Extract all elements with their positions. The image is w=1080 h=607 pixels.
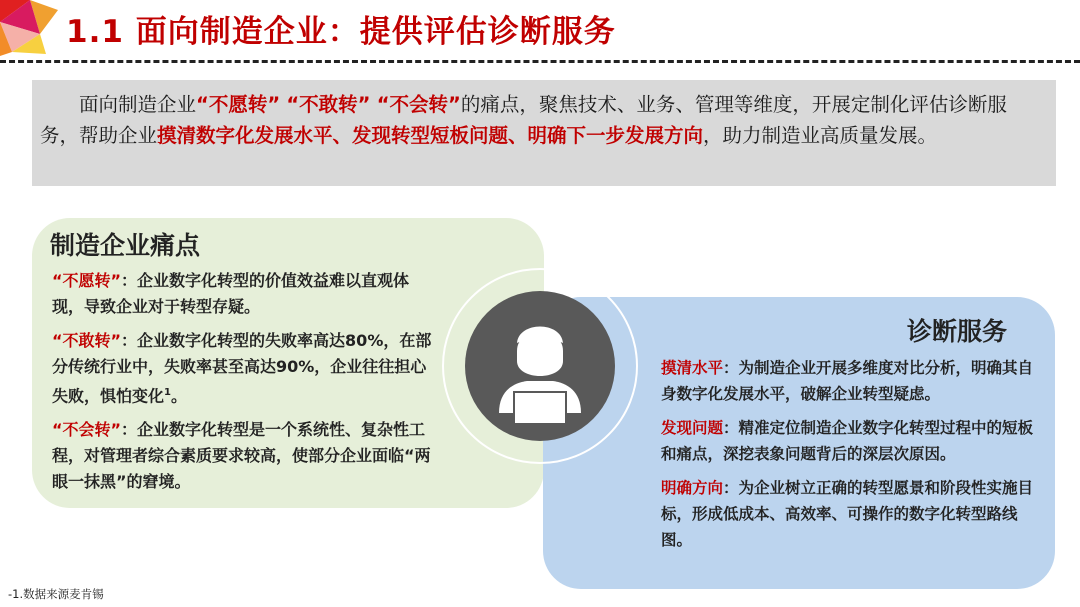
- service-item-text: ：为企业树立正确的转型愿景和阶段性实施目标，形成低成本、高效率、可操作的数字化转型路线图。: [661, 479, 1034, 549]
- pain-item-label: “不敢转”: [52, 331, 122, 350]
- pain-item: [52, 417, 436, 495]
- service-item-text: ：为制造企业开展多维度对比分析，明确其自身数字化发展水平，破解企业转型疑虑。: [661, 359, 1034, 403]
- pain-item-text: ：企业数字化转型是一个系统性、复杂性工程，对管理者综合素质要求较高，使部分企业面临“两眼一抹黑”的窘境。: [52, 420, 431, 492]
- intro-highlight: “不愿转”: [196, 93, 281, 116]
- service-item-label: 发现问题: [661, 419, 724, 437]
- intro-box: [32, 80, 1056, 186]
- service-item-label: 明确方向: [661, 479, 724, 497]
- intro-text: ，助力制造业高质量发展。: [703, 124, 938, 147]
- footnote-marker: 1: [164, 387, 171, 398]
- intro-text: 的痛点，聚焦技术、业务、管理等维度，开展定制化评估诊断服务，帮助企业: [40, 93, 1007, 147]
- intro-text: 面向制造企业: [79, 93, 197, 116]
- pain-item-label: “不愿转”: [52, 271, 122, 290]
- diagnosis-service-title: 诊断服务: [907, 317, 1008, 346]
- header-divider: [0, 60, 1080, 63]
- user-with-laptop-icon: [465, 291, 615, 441]
- pain-item-text: ：企业数字化转型的价值效益难以直观体现，导致企业对于转型存疑。: [52, 271, 410, 316]
- pain-points-title: 制造企业痛点: [50, 231, 201, 260]
- corner-triangles-logo: [0, 0, 58, 56]
- pain-item: [52, 328, 436, 409]
- pain-item-text: 。: [170, 386, 187, 406]
- service-item: [661, 475, 1041, 553]
- intro-highlight: 摸清数字化发展水平、发现转型短板问题、明确下一步发展方向: [157, 124, 704, 147]
- service-item: [661, 355, 1041, 407]
- pain-points-list: [52, 268, 436, 503]
- page-title: 1.1 面向制造企业：提供评估诊断服务: [66, 14, 616, 50]
- pain-item-label: “不会转”: [52, 420, 122, 440]
- footnote: -1.数据来源麦肯锡: [8, 587, 104, 601]
- pain-item: [52, 268, 436, 320]
- diagnosis-service-list: [661, 355, 1041, 561]
- center-circle: [465, 291, 615, 441]
- intro-highlight: “不会转”: [376, 93, 461, 116]
- service-item-text: ：精准定位制造企业数字化转型过程中的短板和痛点，深挖表象问题背后的深层次原因。: [661, 419, 1034, 463]
- pain-item-text: ：企业数字化转型的失败率高达80%，在部分传统行业中，失败率甚至高达90%，企业往往担心失败，惧怕变化: [52, 331, 432, 406]
- intro-highlight: “不敢转”: [286, 93, 371, 116]
- service-item-label: 摸清水平: [661, 359, 724, 377]
- service-item: [661, 415, 1041, 467]
